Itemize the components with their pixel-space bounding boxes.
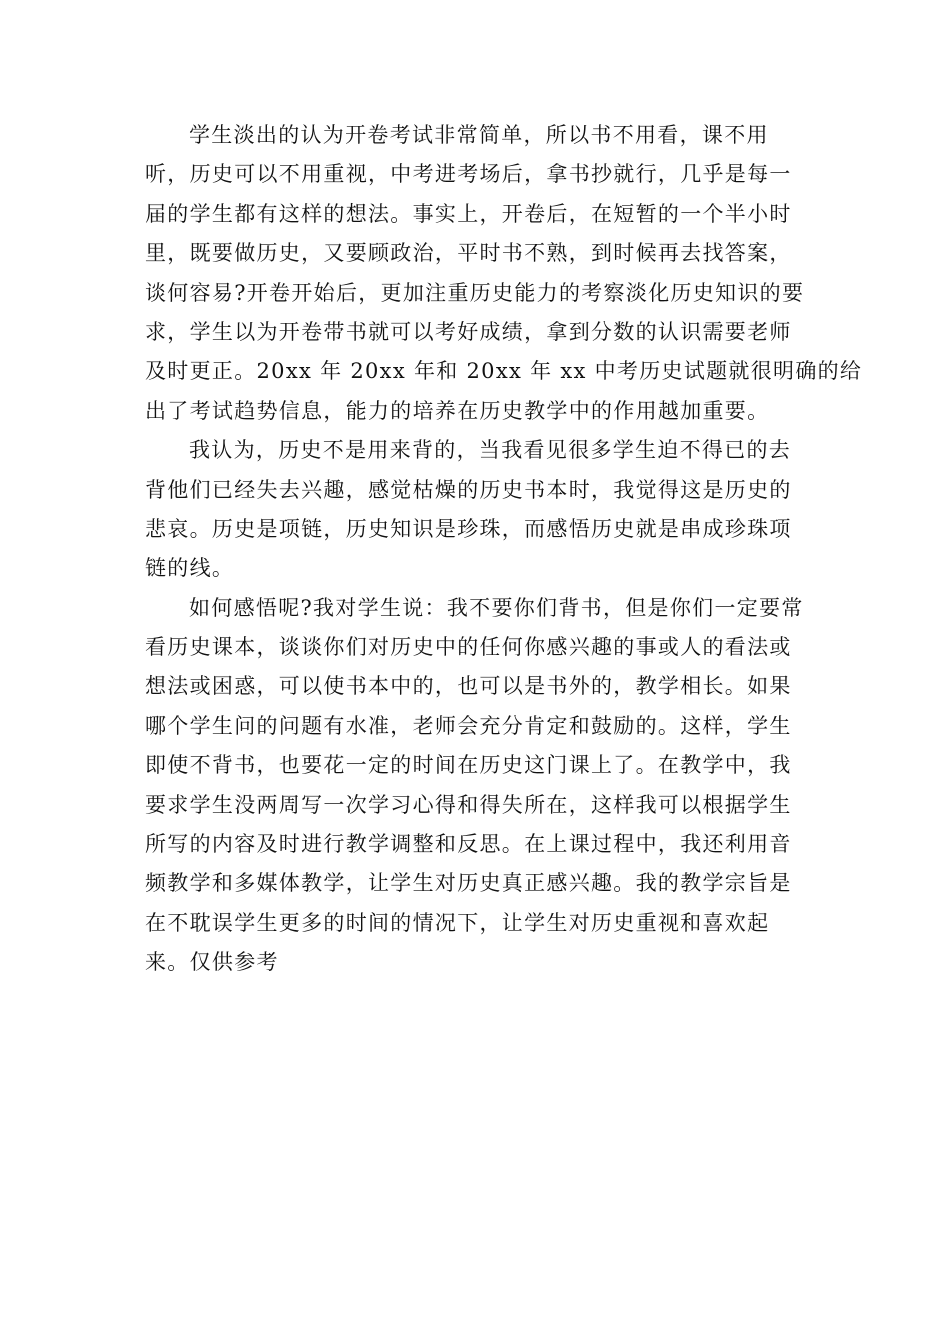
text-line: 想法或困惑，可以使书本中的，也可以是书外的，教学相长。如果	[145, 674, 792, 699]
text-line: 里，既要做历史，又要顾政治，平时书不熟，到时候再去找答案，	[145, 241, 792, 266]
text-line: 届的学生都有这样的想法。事实上，开卷后，在短暂的一个半小时	[145, 201, 792, 226]
text-line: 求，学生以为开卷带书就可以考好成绩，拿到分数的认识需要老师	[145, 319, 792, 344]
text-line: 听，历史可以不用重视，中考进考场后，拿书抄就行，几乎是每一	[145, 162, 792, 187]
text-line: 我认为，历史不是用来背的，当我看见很多学生迫不得已的去	[189, 438, 792, 463]
paragraph-1	[145, 116, 863, 431]
document-body	[145, 116, 863, 983]
text-line: 来。仅供参考	[145, 950, 279, 975]
text-line: 看历史课本，谈谈你们对历史中的任何你感兴趣的事或人的看法或	[145, 635, 792, 660]
paragraph-3	[145, 589, 805, 983]
text-line: 背他们已经失去兴趣，感觉枯燥的历史书本时，我觉得这是历史的	[145, 477, 792, 502]
text-line: 所写的内容及时进行教学调整和反思。在上课过程中，我还利用音	[145, 832, 792, 857]
text-line: 链的线。	[145, 556, 235, 581]
text-line: 学生淡出的认为开卷考试非常简单，所以书不用看，课不用	[189, 123, 769, 147]
text-line: 谈何容易?开卷开始后，更加注重历史能力的考察淡化历史知识的要	[145, 280, 805, 305]
text-line: 即使不背书，也要花一定的时间在历史这门课上了。在教学中，我	[145, 753, 792, 778]
text-line: 及时更正。20xx 年 20xx 年和 20xx 年 xx 中考历史试题就很明确的给	[145, 359, 863, 384]
text-line: 哪个学生问的问题有水准，老师会充分肯定和鼓励的。这样，学生	[145, 713, 792, 738]
text-line: 悲哀。历史是项链，历史知识是珍珠，而感悟历史就是串成珍珠项	[145, 516, 792, 541]
text-line: 要求学生没两周写一次学习心得和得失所在，这样我可以根据学生	[145, 792, 792, 817]
text-line: 出了考试趋势信息，能力的培养在历史教学中的作用越加重要。	[145, 398, 770, 423]
text-line: 频教学和多媒体教学，让学生对历史真正感兴趣。我的教学宗旨是	[145, 871, 792, 896]
paragraph-2	[145, 431, 805, 589]
text-line: 如何感悟呢?我对学生说：我不要你们背书，但是你们一定要常	[189, 595, 804, 620]
text-line: 在不耽误学生更多的时间的情况下，让学生对历史重视和喜欢起	[145, 910, 770, 935]
